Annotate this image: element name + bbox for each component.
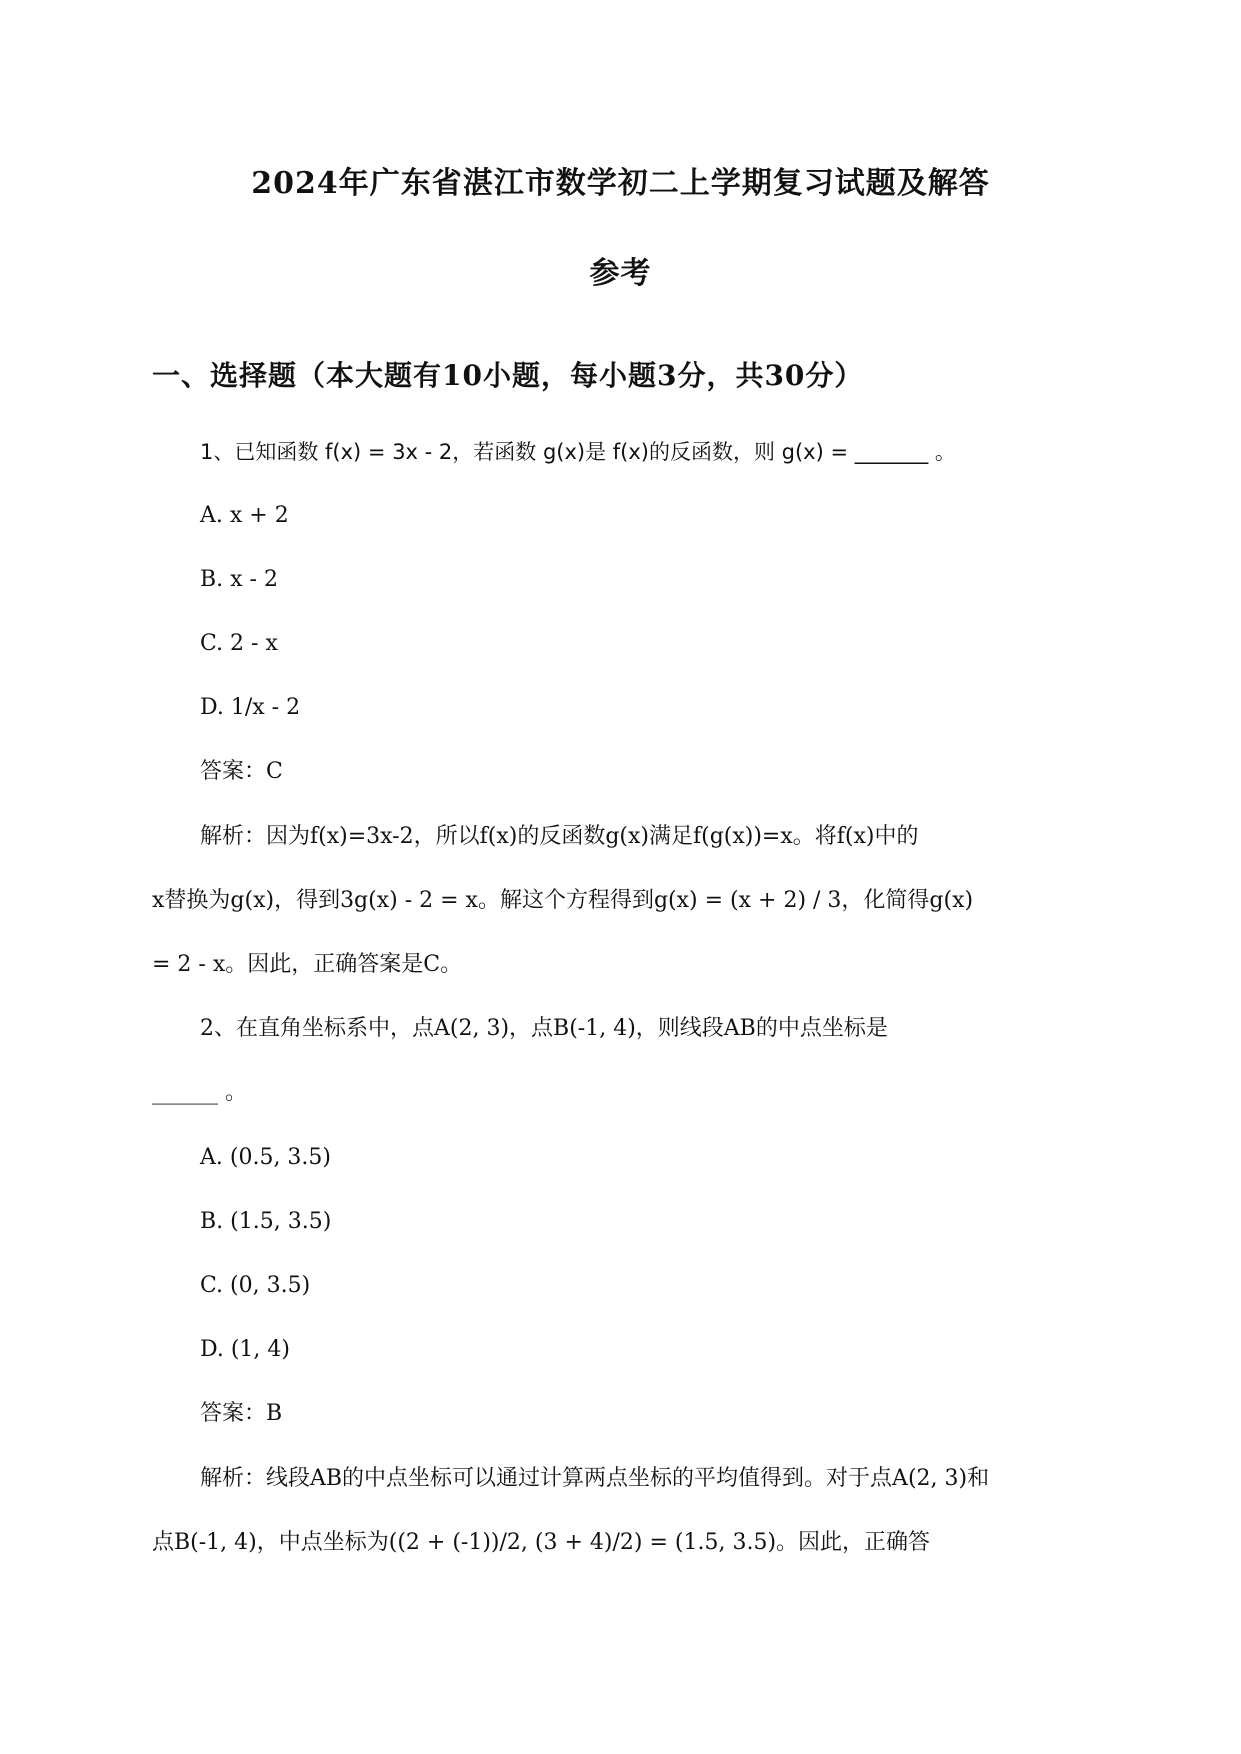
question-1-option-b: B. x - 2 (200, 567, 278, 592)
question-2-option-a: A. (0.5, 3.5) (200, 1145, 332, 1170)
document-title-continued: 参考 (589, 256, 652, 291)
document-title: 2024年广东省湛江市数学初二上学期复习试题及解答 (251, 166, 990, 201)
question-2-answer: 答案：B (200, 1401, 283, 1426)
section-heading: 一、选择题（本大题有10小题，每小题3分，共30分） (152, 359, 864, 392)
question-2-stem-line-1: 2、在直角坐标系中，点A(2, 3)，点B(-1, 4)，则线段AB的中点坐标是 (200, 1016, 888, 1041)
question-1-analysis-line-3: = 2 - x。因此，正确答案是C。 (152, 952, 463, 977)
question-1-option-d: D. 1/x - 2 (200, 695, 301, 720)
question-2-option-d: D. (1, 4) (200, 1337, 290, 1362)
question-2-option-b: B. (1.5, 3.5) (200, 1209, 332, 1234)
question-2-option-c: C. (0, 3.5) (200, 1273, 311, 1298)
question-2-analysis-line-1: 解析：线段AB的中点坐标可以通过计算两点坐标的平均值得到。对于点A(2, 3)和 (200, 1466, 990, 1491)
question-2-stem-line-2: ______ 。 (152, 1080, 247, 1105)
question-1-option-a: A. x + 2 (200, 503, 289, 528)
question-1-analysis-line-1: 解析：因为f(x)=3x-2，所以f(x)的反函数g(x)满足f(g(x))=x。将f(x)中的 (200, 824, 919, 849)
question-1-option-c: C. 2 - x (200, 631, 278, 656)
question-2-analysis-line-2: 点B(-1, 4)，中点坐标为((2 + (-1))/2, (3 + 4)/2) = (1.5, 3.5)。因此，正确答 (152, 1530, 931, 1555)
question-1-analysis-line-2: x替换为g(x)，得到3g(x) - 2 = x。解这个方程得到g(x) = (x + 2) / 3，化简得g(x) (152, 888, 974, 913)
question-1-answer: 答案：C (200, 759, 283, 784)
question-1-stem: 1、已知函数 f(x) = 3x - 2，若函数 g(x)是 f(x)的反函数，则 g(x) = _______ 。 (200, 440, 956, 464)
